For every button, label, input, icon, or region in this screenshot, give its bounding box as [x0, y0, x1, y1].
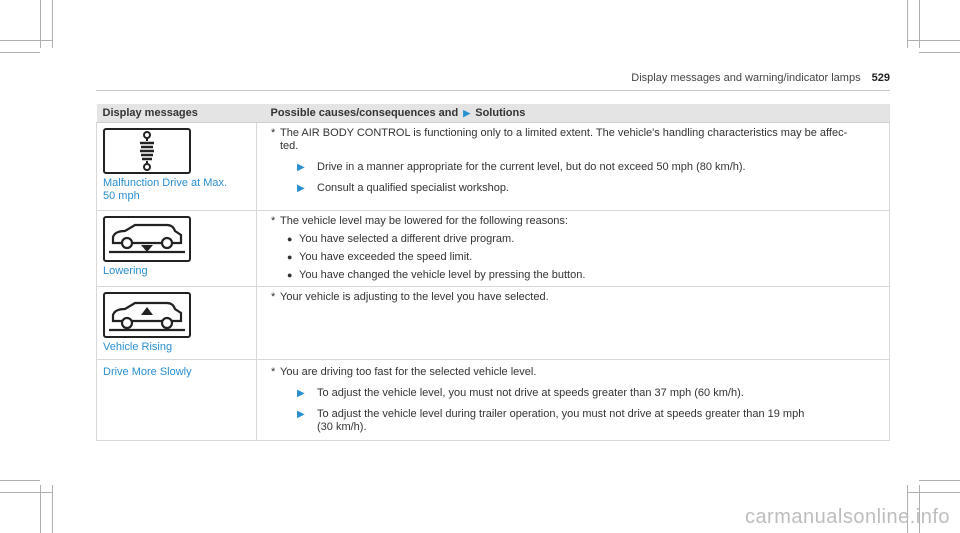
- page-number: 529: [871, 72, 890, 84]
- bullet-item: [287, 233, 883, 246]
- step-text: To adjust the vehicle level, you must not drive at speeds greater than 37 mph (60 km/h).: [317, 386, 744, 399]
- cause-item: [271, 291, 883, 304]
- message-label: Malfunction Drive at Max.: [103, 176, 228, 189]
- crop-mark: [52, 0, 53, 48]
- crop-mark: [919, 480, 960, 481]
- play-arrow-icon: ▶: [463, 107, 471, 118]
- display-messages-table: [96, 104, 890, 441]
- cause-item: [271, 127, 883, 153]
- solution-step: [297, 408, 883, 434]
- message-label: 50 mph: [103, 189, 140, 202]
- vehicle-rising-icon: [103, 292, 191, 338]
- table-row: [97, 210, 890, 286]
- air-suspension-icon: [103, 128, 191, 174]
- section-title: Display messages and warning/indicator lamps: [631, 72, 861, 84]
- bullet-text: You have changed the vehicle level by pressing the button.: [299, 268, 586, 281]
- step-text: To adjust the vehicle level during trailer operation, you must not drive at speeds greater than 19 mph (30 km/h).: [317, 407, 805, 433]
- bullet-icon: ●: [287, 233, 293, 244]
- crop-mark: [907, 40, 960, 41]
- message-cell: [97, 210, 257, 286]
- bullet-text: You have exceeded the speed limit.: [299, 250, 473, 263]
- cause-cell: [257, 122, 890, 210]
- crop-mark: [919, 52, 960, 53]
- play-arrow-icon: ▶: [297, 161, 305, 173]
- page-header: [96, 72, 890, 86]
- table-row: [97, 122, 890, 210]
- cause-text: Your vehicle is adjusting to the level you have selected.: [280, 290, 549, 303]
- message-cell: [97, 286, 257, 359]
- header-divider: [96, 90, 890, 91]
- cause-item: [271, 215, 883, 228]
- cause-cell: [257, 359, 890, 440]
- col-header-causes-text: Possible causes/consequences and: [270, 106, 459, 119]
- col-header-solutions-text: Solutions: [475, 106, 526, 119]
- crop-mark: [0, 52, 40, 53]
- step-text: Consult a qualified specialist workshop.: [317, 181, 509, 194]
- star-marker: *: [271, 214, 276, 227]
- bullet-icon: ●: [287, 251, 293, 262]
- cause-item: [271, 366, 883, 379]
- play-arrow-icon: ▶: [297, 387, 305, 399]
- table-row: [97, 286, 890, 359]
- star-marker: *: [271, 126, 276, 139]
- cause-text: The vehicle level may be lowered for the following reasons:: [280, 214, 568, 227]
- crop-mark: [907, 492, 960, 493]
- bullet-text: You have selected a different drive program.: [299, 232, 515, 245]
- col-header-causes: [257, 104, 890, 122]
- step-text: Drive in a manner appropriate for the current level, but do not exceed 50 mph (80 km/h).: [317, 160, 746, 173]
- solution-step: [297, 161, 883, 174]
- play-arrow-icon: ▶: [297, 408, 305, 420]
- play-arrow-icon: ▶: [297, 182, 305, 194]
- solution-step: [297, 182, 883, 195]
- star-marker: *: [271, 365, 276, 378]
- cause-text: The AIR BODY CONTROL is functioning only to a limited extent. The vehicle's handling characteristics may be affec- ted.: [280, 126, 848, 152]
- solution-step: [297, 387, 883, 400]
- table-header-row: [97, 104, 890, 122]
- crop-mark: [52, 485, 53, 533]
- bullet-item: [287, 251, 883, 264]
- bullet-icon: ●: [287, 269, 293, 280]
- cause-cell: [257, 286, 890, 359]
- cause-cell: [257, 210, 890, 286]
- message-label: Lowering: [103, 264, 148, 277]
- table-row: [97, 359, 890, 440]
- message-label: Drive More Slowly: [103, 365, 192, 378]
- crop-mark: [0, 492, 52, 493]
- crop-mark: [0, 40, 52, 41]
- watermark: carmanualsonline.info: [744, 506, 950, 528]
- star-marker: *: [271, 290, 276, 303]
- message-cell: [97, 122, 257, 210]
- message-cell: [97, 359, 257, 440]
- cause-text: You are driving too fast for the selected vehicle level.: [280, 365, 537, 378]
- message-label: Vehicle Rising: [103, 340, 173, 353]
- vehicle-lowering-icon: [103, 216, 191, 262]
- col-header-display-messages: Display messages: [97, 104, 257, 122]
- crop-mark: [0, 480, 40, 481]
- bullet-item: [287, 269, 883, 282]
